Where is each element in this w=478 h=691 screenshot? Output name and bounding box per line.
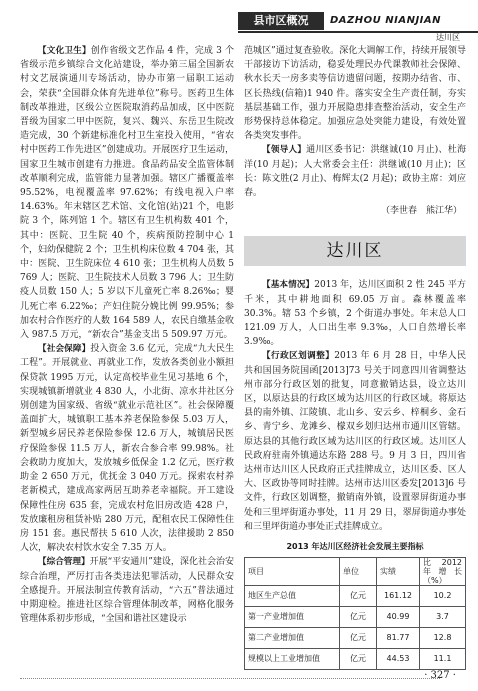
- row-value: 81.77: [377, 628, 420, 649]
- governance-tag: 【综合管理】: [38, 557, 90, 568]
- row-item: 第一产业增加值: [245, 607, 340, 628]
- page-header: [0, 0, 478, 40]
- table-caption: 2013 年达川区经济社会发展主要指标: [286, 542, 424, 552]
- row-value: 40.99: [377, 607, 420, 628]
- page-number: · 327 ·: [424, 670, 456, 681]
- social-text: 投入资金 3.6 亿元，完成“九大民生工程”。开展就业、再就业工作，发放各类创业小额担保贷款 1995 万元，认定高校毕业生见习基地 6 个，实现城镇新增就业 4 830 人，小北街、凉水井社区分别创建为国家级、省级“就业示范社区”。社会保障覆盖面扩大，城镇职工基本养老保险参保 5.03 万人，新型城乡居民养老保险参保 12.6 万人，城镇居民医疗保险参保 11.5 万人，新农合参合率 99.98%。社会救助力度加大，发放城乡低保金 1.2 亿元，医疗救助金 2 650 万元，优抚金 3 040 万元。探索农村养老新模式，建成高家两居互助养老幸福院。开工建设保障性住房 635 套，完成农村危旧房改造 428 户，发放廉租房租赁补贴 280 万元，配租农民工保障性住房 151 套。惠民帮扶 5 610 人次，法律援助 2 850 人次，解决农村饮水安全 7.35 万人。: [20, 344, 234, 554]
- indicators-table: [244, 557, 466, 670]
- division-text: 2013 年 6 月 28 日，中华人民共和国国务院国函[2013]73 号关于同意四川省调整达州市部分行政区划的批复，同意撤销达县，设立达川区，以原达县的行政区域为达川区的行政区域。将原达县的南外镇、江陵镇、北山乡、安云乡、梓桐乡、金石乡、青宁乡、龙滩乡、檬双乡划归达州市通川区管辖。原达县的其他行政区域为达川区的行政区域。达川区人民政府驻南外镇通达东路 288 号。9 月 3 日，四川省达州市达川区人民政府正式挂牌成立，达川区委、区人大、区政协等同时挂牌。达州市达川区委发[2013]6 号文件，行政区划调整，撤销南外镇，设置翠屏街道办事处和三里坪街道办事处，11 月 29 日，翠屏街道办事处和三里坪街道办事处正式挂牌成立。: [244, 351, 466, 532]
- header-sub-label: 达川区: [436, 33, 460, 42]
- basic-tag: 【基本情况】: [262, 280, 315, 291]
- left-column: [20, 44, 234, 626]
- social-tag: 【社会保障】: [38, 344, 91, 355]
- basic-paragraph: [244, 278, 466, 349]
- governance-paragraph: [20, 555, 234, 626]
- right-column: [244, 44, 466, 670]
- header-unit: 单位: [340, 558, 377, 586]
- row-value: 161.12: [377, 586, 420, 607]
- governance-text: 开展“平安通川”建设，深化社会治安综合治理，严厉打击各类违法犯罪活动，人民群众安全感提升。开展法制宣传教育活动，“六五”普法通过中期迎检。推进社区综合管理体制改革，网格化服务管理体系初步形成，“全国和谐社区建设示: [20, 557, 234, 625]
- row-growth: 12.8: [420, 628, 466, 649]
- author-signature: （李世春 熊江华）: [380, 206, 462, 217]
- table-row: [245, 628, 466, 649]
- culture-tag: 【文化卫生】: [38, 46, 91, 56]
- table-row: [245, 586, 466, 607]
- row-unit: 亿元: [340, 649, 377, 670]
- table-row: [245, 607, 466, 628]
- culture-paragraph: [20, 44, 234, 342]
- row-unit: 亿元: [340, 607, 377, 628]
- header-item: 项目: [245, 558, 340, 586]
- district-banner-title: 达川区: [326, 241, 384, 262]
- leaders-paragraph: [244, 143, 466, 200]
- row-growth: 10.2: [420, 586, 466, 607]
- row-growth: 3.7: [420, 607, 466, 628]
- table-header-row: [245, 558, 466, 586]
- division-tag: 【行政区划调整】: [262, 351, 335, 362]
- english-title: DAZHOU NIANJIAN: [330, 15, 442, 26]
- row-value: 44.53: [377, 649, 420, 670]
- header-value: 实绩: [377, 558, 420, 586]
- header-growth: 比 2012 年增长（%）: [420, 558, 466, 586]
- footer-dotted-rule: [20, 678, 440, 682]
- culture-text: 创作省级文艺作品 4 件，完成 3 个省级示范乡镇综合文化站建设，举办第三届全国新农村文艺展演通川专场活动，协办市第一届职工运动会，荣获“全国群众体育先进单位”称号。医药卫生体制改革推进，区级公立医院取消药品加成，区中医院晋级为国家二甲中医院，复兴、魏兴、东岳卫生院改造完成，30 个新建标准化村卫生室投入使用，“省农村中医药工作先进区”创建成功。开展医疗卫生运动，国家卫生城市创建有力推进。食品药品安全监管体制改革顺利完成，监管能力显著加强。辖区广播覆盖率 95.52%，电视覆盖率 97.62%；有线电视入户率 14.63%。年末辖区艺术馆、文化馆(站)21 个，电影院 3 个，陈列馆 1 个。辖区有卫生机构数 401 个，其中：医院、卫生院 40 个，疾病预防控制中心 1 个，妇幼保健院 2 个；卫生机构床位数 4 704 张，其中：医院、卫生院床位 4 610 张；卫生机构人员数 5 769 人；医院、卫生院技术人员数 3 796 人；卫生防疫人员数 150 人；5 岁以下儿童死亡率 8.26‰；婴儿死亡率 6.22‰；产妇住院分娩比例 99.95%；参加农村合作医疗的人数 164 589 人，农民自缴基金收入 987.5 万元，“新农合”基金支出 5 509.97 万元。: [20, 46, 234, 341]
- continuation-paragraph: 范城区”通过复查验收。深化大调解工作，持续开展领导干部接访下访活动，稳妥处理民办代课教师社会保障、秋水长天一房多卖等信访遗留问题，按期办结省、市、区长热线(信箱)1 940 件。落实安全生产责任制，夯实基层基础工作，强力开展隐患排查整治活动，安全生产形势保持总体稳定。加强应急处突能力建设，有效处置各类突发事件。: [244, 46, 466, 142]
- row-item: 地区生产总值: [245, 586, 340, 607]
- basic-text: 2013 年，达川区面积 2 性 245 平方千米，其中耕地面积 69.05 万亩。森林覆盖率 30.3%。辖 53 个乡镇，2 个街道办事处。年末总人口 121.09 万人，人口出生率 9.3‰，人口自然增长率 3.9‰。: [244, 280, 466, 348]
- leaders-tag: 【领导人】: [262, 145, 307, 156]
- division-paragraph: [244, 349, 466, 534]
- row-item: 规模以上工业增加值: [245, 649, 340, 670]
- section-title: 县市区概况: [238, 12, 324, 30]
- table-row: [245, 649, 466, 670]
- row-unit: 亿元: [340, 586, 377, 607]
- row-item: 第二产业增加值: [245, 628, 340, 649]
- row-unit: 亿元: [340, 628, 377, 649]
- district-banner: [244, 236, 466, 266]
- social-paragraph: [20, 342, 234, 555]
- leaders-text: 通川区委书记：洪继诚(10 月止)、杜海洋(10 月起)；人大常委会主任：洪继诚(10 月止)；区长：陈文胜(2 月止)、梅辉太(2 月起)；政协主席：刘应春。: [244, 145, 466, 199]
- row-growth: 11.1: [420, 649, 466, 670]
